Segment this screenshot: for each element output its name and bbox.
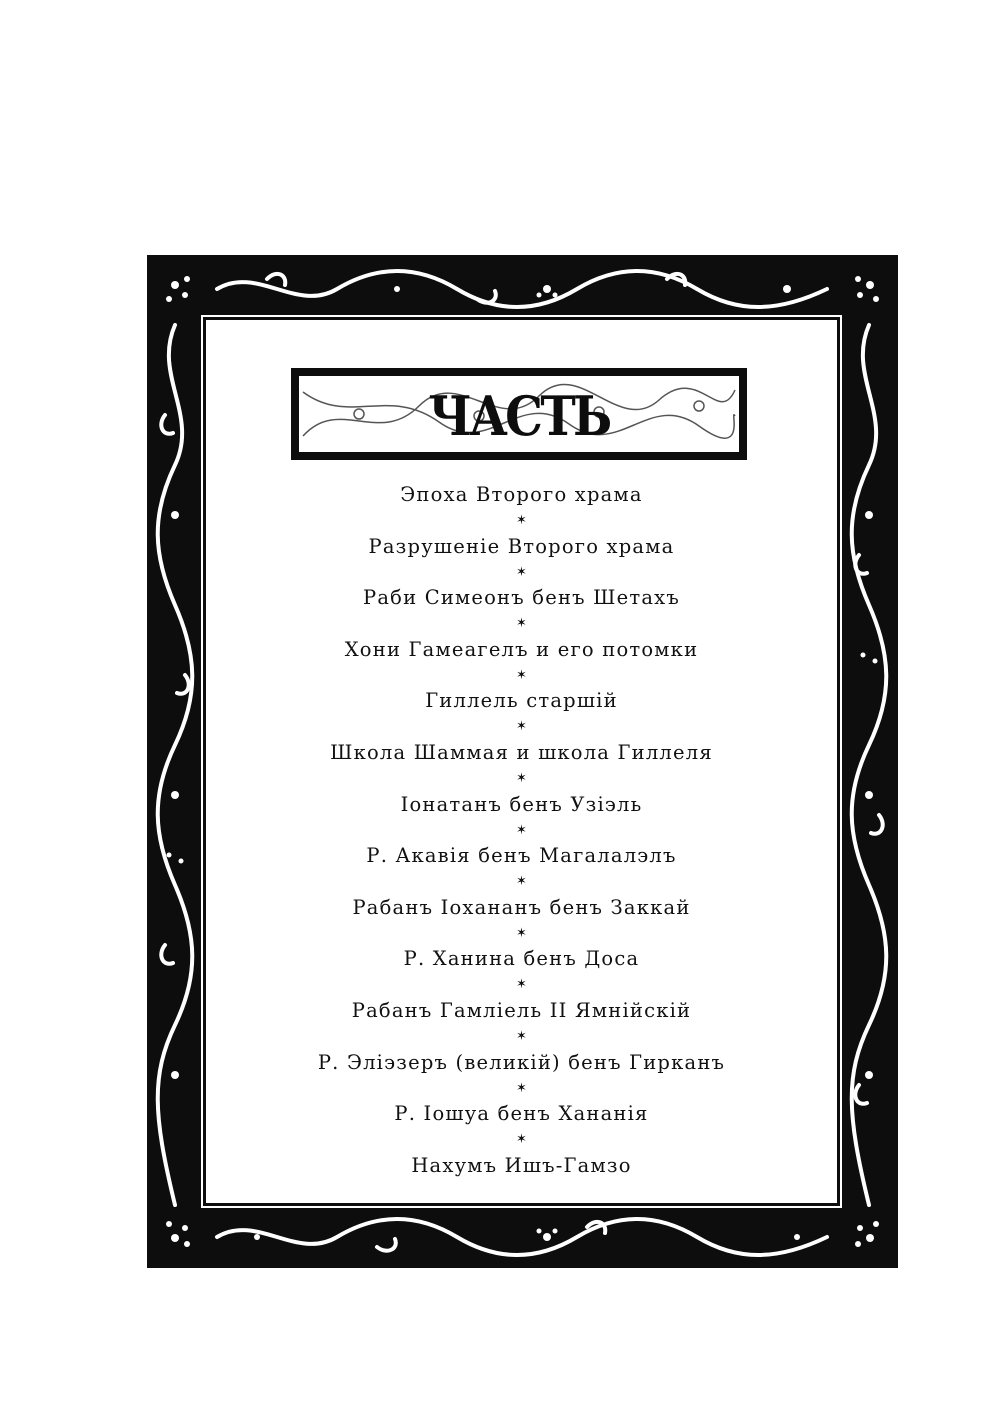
toc-entry-title: Рабанъ Іохананъ бенъ Заккай (352, 895, 691, 919)
page-title: ЧАСТЬ (428, 384, 610, 448)
toc-entry (206, 1048, 837, 1100)
toc-entry (206, 686, 837, 738)
star-separator-icon: ✶ (516, 513, 527, 528)
toc-entry-title: Раби Симеонъ бенъ Шетахъ (363, 586, 680, 610)
toc-entry (206, 583, 837, 635)
star-separator-icon: ✶ (516, 977, 527, 993)
star-separator-icon: ✶ (516, 719, 527, 735)
toc-entry (206, 841, 837, 893)
title-cartouche-inner (297, 374, 741, 454)
toc-entry (206, 1099, 837, 1151)
star-separator-icon: ✶ (516, 667, 527, 683)
star-separator-icon: ✶ (516, 822, 527, 838)
toc-entry-title: Школа Шаммая и школа Гиллеля (330, 740, 713, 764)
toc-entry (206, 1151, 837, 1203)
toc-entry-title: Р. Акавія бенъ Магалалэлъ (366, 844, 677, 868)
toc-entry-title: Нахумъ Ишъ-Гамзо (411, 1153, 632, 1177)
toc-entry-title: Р. Эліэзеръ (великій) бенъ Гирканъ (317, 1050, 726, 1074)
toc-entry-title: Разрушеніе Второго храма (368, 534, 675, 558)
ornamental-frame (147, 255, 898, 1268)
toc-entry-title: Рабанъ Гамліель II Ямнійскій (351, 998, 692, 1022)
page-panel (203, 317, 840, 1206)
toc-entry-title: Хони Гамеагелъ и его потомки (344, 637, 699, 661)
toc-entry-title: Р. Іошуа бенъ Хананія (394, 1102, 649, 1126)
toc-entry-title: Эпоха Второго храма (400, 483, 643, 506)
star-separator-icon: ✶ (516, 564, 527, 580)
toc-entry (206, 480, 837, 532)
star-separator-icon: ✶ (516, 770, 527, 786)
star-separator-icon: ✶ (516, 1132, 527, 1148)
toc-entry (206, 790, 837, 842)
toc-entry (206, 635, 837, 687)
toc-entry (206, 738, 837, 790)
star-separator-icon: ✶ (516, 1080, 527, 1096)
star-separator-icon: ✶ (516, 616, 527, 632)
toc-entry (206, 532, 837, 584)
toc-entry-title: Іонатанъ бенъ Узіэль (400, 792, 643, 816)
toc-entry-title: Р. Ханина бенъ Доса (403, 947, 640, 971)
star-separator-icon: ✶ (516, 1028, 527, 1044)
title-cartouche (291, 368, 747, 460)
table-of-contents (206, 480, 837, 1202)
toc-entry (206, 893, 837, 945)
toc-entry (206, 944, 837, 996)
toc-entry-title: Гиллель старшій (425, 689, 618, 713)
toc-entry (206, 996, 837, 1048)
star-separator-icon: ✶ (516, 874, 527, 890)
star-separator-icon: ✶ (516, 925, 527, 941)
